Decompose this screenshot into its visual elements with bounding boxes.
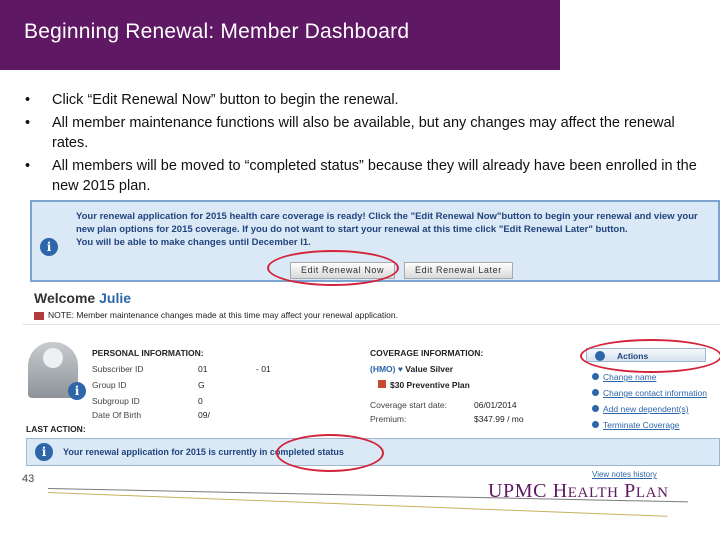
slide-title: Beginning Renewal: Member Dashboard (24, 20, 410, 43)
premium-label: Premium: (370, 414, 407, 424)
renewal-status-text: Your renewal application for 2015 is currently in completed status (63, 447, 344, 457)
dob-label: Date Of Birth (92, 410, 142, 420)
plan-detail: $30 Preventive Plan (378, 380, 470, 390)
action-change-name[interactable]: Change name (592, 372, 656, 382)
coverage-info-heading: COVERAGE INFORMATION: (370, 348, 484, 358)
info-icon[interactable]: i (68, 382, 86, 400)
action-terminate-coverage[interactable]: Terminate Coverage (592, 420, 680, 430)
action-change-contact[interactable]: Change contact information (592, 388, 707, 398)
premium-value: $347.99 / mo (474, 414, 524, 424)
subgroup-id-value: 0 (198, 396, 203, 406)
maintenance-note: NOTE: Member maintenance changes made at this time may affect your renewal application. (34, 310, 398, 320)
action-add-dependent[interactable]: Add new dependent(s) (592, 404, 689, 414)
subgroup-id-label: Subgroup ID (92, 396, 140, 406)
highlight-ring-edit (267, 250, 399, 286)
coverage-start-value: 06/01/2014 (474, 400, 517, 410)
edit-renewal-now-button[interactable]: Edit Renewal Now (290, 262, 395, 279)
dashboard-screenshot (22, 196, 720, 516)
bullet-text: All members will be moved to “completed status” because they will already have been enrolled in the new 2015 plan. (52, 158, 697, 194)
plan-name: (HMO) ♥ Value Silver (370, 364, 454, 374)
upmc-logo: UPMC HEALTH PLAN (488, 480, 669, 502)
member-name: Julie (99, 290, 132, 306)
edit-renewal-later-button[interactable]: Edit Renewal Later (404, 262, 513, 279)
title-bar (0, 0, 560, 70)
avatar (28, 342, 78, 398)
note-flag-icon (34, 312, 44, 320)
subscriber-id-suffix: - 01 (256, 364, 271, 374)
bullet-list (22, 90, 702, 199)
group-id-value: G (198, 380, 205, 390)
bullet-item: • All member maintenance functions will also be available, but any changes may affect the renewal rates. (25, 115, 675, 151)
coverage-start-label: Coverage start date: (370, 400, 448, 410)
info-icon: i (35, 443, 53, 461)
subscriber-id-label: Subscriber ID (92, 364, 144, 374)
welcome-heading: Welcome Julie (34, 290, 132, 306)
bullet-item: • Click “Edit Renewal Now” button to begin the renewal. (25, 92, 399, 108)
action-view-notes[interactable]: View notes history (592, 470, 657, 479)
last-action-heading: LAST ACTION: (26, 424, 86, 434)
banner-text: Your renewal application for 2015 health care coverage is ready! Click the "Edit Renewal Now"button to begin your renewal and view your new plan options for 2015 coverage. If you do not want to start your renewal at this time click "Edit Renewal Later" button. You will be able to make changes until December l1. (76, 211, 698, 248)
subscriber-id-value: 01 (198, 364, 208, 374)
dob-value: 09/ (198, 410, 210, 420)
highlight-ring-status (276, 434, 384, 472)
page-number: 43 (22, 473, 35, 485)
info-icon: i (40, 238, 58, 256)
bullet-text: Click “Edit Renewal Now” button to begin the renewal. (52, 92, 399, 108)
personal-info-heading: PERSONAL INFORMATION: (92, 348, 204, 358)
divider (22, 324, 720, 325)
group-id-label: Group ID (92, 380, 127, 390)
bullet-item: • All members will be moved to “completed status” because they will already have been enrolled in the new 2015 plan. (25, 158, 697, 194)
actions-button[interactable]: Actions (586, 348, 706, 362)
bullet-text: All member maintenance functions will also be available, but any changes may affect the renewal rates. (52, 115, 675, 151)
highlight-ring-actions (580, 339, 720, 373)
